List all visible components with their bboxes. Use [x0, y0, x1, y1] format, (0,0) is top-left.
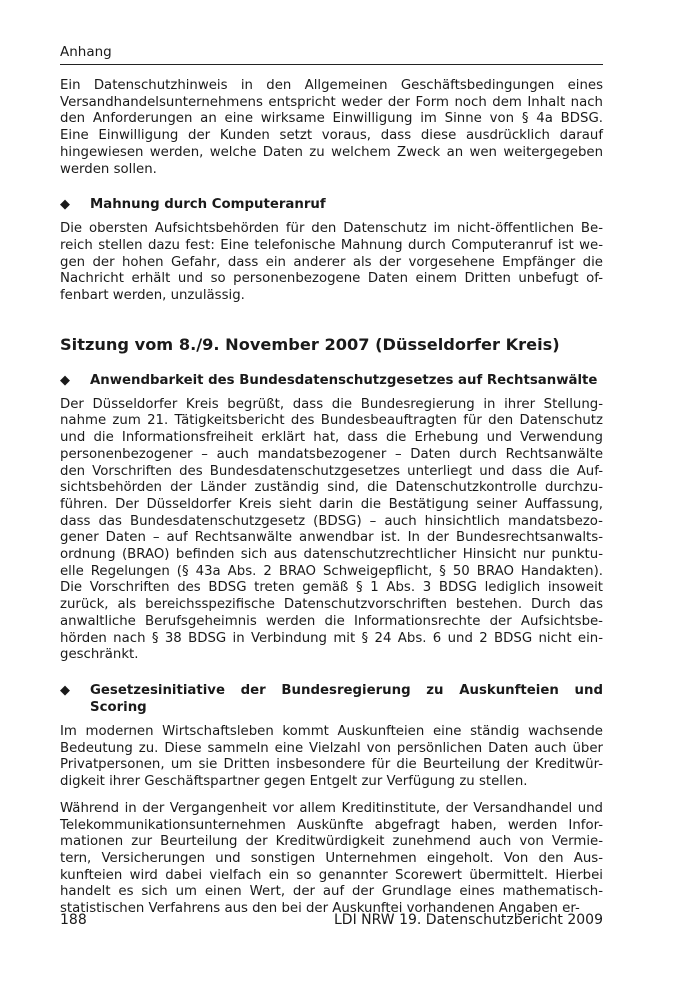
page-number: 188: [60, 912, 87, 928]
text-line: führen. Der Düsseldorfer Kreis sieht darin die Bestätigung seiner Auffassung,: [60, 496, 603, 512]
text-line: Im modernen Wirtschaftsleben kommt Auskunfteien eine ständig wachsende: [60, 723, 603, 739]
text-line: sichtsbehörden der Länder zuständig sind, die Datenschutzkontrolle durchzu-: [60, 480, 603, 496]
text-line: digkeit ihrer Geschäftspartner gegen Entgelt zur Verfügung zu stellen.: [60, 774, 528, 790]
text-line: und die Informationsfreiheit erklärt hat, dass die Erhebung und Verwendung: [60, 430, 603, 446]
text-line: handelt es sich um einen Wert, der auf der Grundlage eines mathematisch-: [60, 884, 603, 900]
text-line: geschränkt.: [60, 647, 139, 663]
text-line: werden sollen.: [60, 161, 157, 177]
text-line: anwaltliche Berufsgeheimnis werden die Informationsrechte der Aufsichtsbe-: [60, 613, 603, 629]
diamond-bullet-icon: ◆: [60, 197, 70, 213]
text-line: den Vorschriften des Bundesdatenschutzgesetzes unterliegt und dass die Auf-: [60, 463, 603, 479]
publication-title: LDI NRW 19. Datenschutzbericht 2009: [334, 912, 603, 928]
text-line: mationen zur Beurteilung der Kreditwürdigkeit zunehmend auch von Vermie-: [60, 834, 603, 850]
text-line: Scoring: [90, 699, 147, 715]
text-line: Die obersten Aufsichtsbehörden für den Datenschutz im nicht-öffentlichen Be-: [60, 221, 603, 237]
text-line: Die Vorschriften des BDSG treten gemäß § 1 Abs. 3 BDSG lediglich insoweit: [60, 580, 603, 596]
text-line: personenbezogener – auch mandatsbezogener – Daten durch Rechtsanwälte: [60, 446, 603, 462]
heading-rechtsanwaelte: [60, 372, 603, 389]
text-line: statistischen Verfahrens aus den bei der Auskunftei vorhandenen Angaben er-: [60, 901, 580, 917]
paragraph-computeranruf: [60, 221, 603, 305]
page-footer: [60, 912, 603, 928]
section-title: Sitzung vom 8./9. November 2007 (Düsseldorfer Kreis): [60, 334, 560, 354]
text-line: tern, Versicherungen und sonstigen Unternehmen eingeholt. Von den Aus-: [60, 850, 603, 866]
text-line: elle Regelungen (§ 43a Abs. 2 BRAO Schweigepflicht, § 50 BRAO Handakten).: [60, 563, 603, 579]
text-line: Versandhandelsunternehmens entspricht weder der Form noch dem Inhalt nach: [60, 94, 603, 110]
text-line: zurück, als bereichsspezifische Datenschutzvorschriften bestehen. Durch das: [60, 597, 603, 613]
text-line: Privatpersonen, um sie Dritten insbesondere für die Beurteilung der Kreditwür-: [60, 757, 603, 773]
heading-computeranruf: [60, 196, 603, 213]
text-line: dass das Bundesdatenschutzgesetz (BDSG) – auch hinsichtlich mandatsbezo-: [60, 513, 603, 529]
text-line: gen der hohen Gefahr, dass ein anderer als der vorgesehene Empfänger die: [60, 254, 603, 270]
text-line: Bedeutung zu. Diese sammeln eine Vielzahl von persönlichen Daten auch über: [60, 740, 603, 756]
paragraph-agb: [60, 78, 603, 178]
text-line: Telekommunikationsunternehmen Auskünfte abgefragt haben, werden Infor-: [60, 817, 603, 833]
text-line: Der Düsseldorfer Kreis begrüßt, dass die Bundesregierung in ihrer Stellung-: [60, 396, 603, 412]
text-line: den Anforderungen an eine wirksame Einwilligung im Sinne von § 4a BDSG.: [60, 111, 603, 127]
diamond-bullet-icon: ◆: [60, 372, 70, 388]
text-line: reich stellen dazu fest: Eine telefonische Mahnung durch Computeranruf ist we-: [60, 237, 603, 253]
paragraph-scorewert: [60, 801, 603, 918]
text-line: nahme zum 21. Tätigkeitsbericht des Bundesbeauftragten für den Datenschutz: [60, 413, 603, 429]
diamond-bullet-icon: ◆: [60, 682, 70, 698]
text-line: Gesetzesinitiative der Bundesregierung zu Auskunfteien und: [90, 682, 603, 698]
text-line: Ein Datenschutzhinweis in den Allgemeinen Geschäftsbedingungen eines: [60, 78, 603, 93]
text-line: Mahnung durch Computeranruf: [90, 197, 326, 213]
text-line: Eine Einwilligung der Kunden setzt voraus, dass diese ausdrücklich darauf: [60, 128, 603, 144]
heading-scoring: [60, 682, 603, 716]
text-line: Anwendbarkeit des Bundesdatenschutzgesetzes auf Rechtsanwälte: [90, 372, 598, 388]
page-content: [60, 78, 603, 918]
text-line: Nachricht erhält und so personenbezogene Daten einem Dritten unbefugt of-: [60, 271, 603, 287]
text-line: hingewiesen werden, welche Daten zu welchem Zweck an wen weitergegeben: [60, 144, 603, 160]
text-line: kunfteien wird dabei vielfach ein so genannter Scorewert übermittelt. Hierbei: [60, 867, 603, 883]
paragraph-rechtsanwaelte: [60, 397, 603, 664]
text-line: fenbart werden, unzulässig.: [60, 288, 245, 304]
paragraph-auskunfteien: [60, 724, 603, 791]
text-line: Während in der Vergangenheit vor allem Kreditinstitute, der Versandhandel und: [60, 800, 603, 816]
running-header: Anhang: [60, 44, 112, 60]
text-line: ordnung (BRAO) befinden sich aus datenschutzrechtlicher Hinsicht nur punktu-: [60, 547, 603, 563]
header-rule: [60, 64, 603, 65]
text-line: hörden nach § 38 BDSG in Verbindung mit § 24 Abs. 6 und 2 BDSG nicht ein-: [60, 630, 603, 646]
text-line: gener Daten – auf Rechtsanwälte anwendbar ist. In der Bundesrechtsanwalts-: [60, 530, 603, 546]
